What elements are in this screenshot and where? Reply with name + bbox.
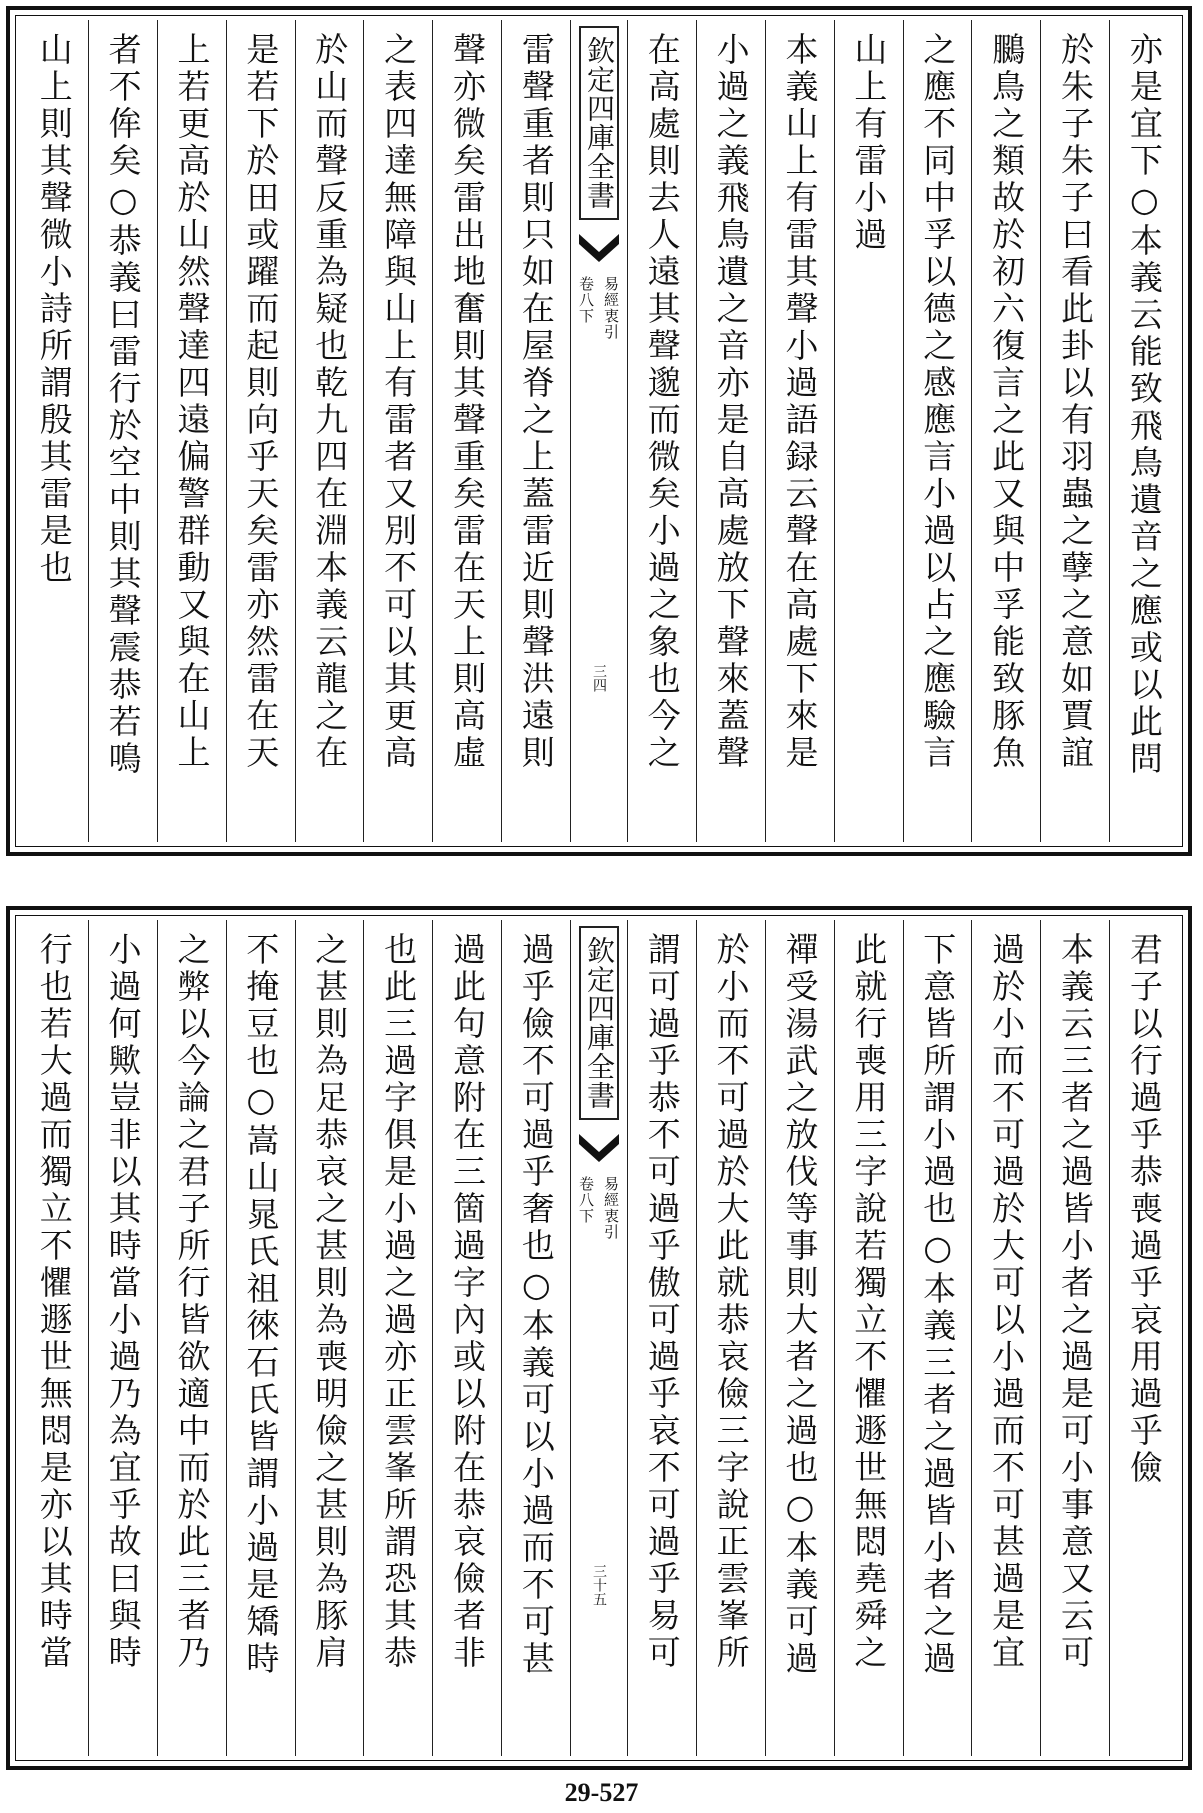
- text-column: 君子以行過乎恭喪過乎哀用過乎儉: [1109, 920, 1178, 1756]
- text-column: 於小而不可過於大此就恭哀儉三字說正雲峯所: [696, 920, 765, 1756]
- book-title: 欽定四庫全書: [579, 926, 619, 1120]
- text-column: 本義云三者之過皆小者之過是可小事意又云可: [1040, 920, 1109, 1756]
- volume-label: 卷八下: [577, 276, 595, 324]
- book-title: 欽定四庫全書: [579, 26, 619, 220]
- text-column: 亦是宜下○本義云能致飛鳥遺音之應或以此問: [1109, 20, 1178, 842]
- text-column: 之弊以今論之君子所行皆欲適中而於此三者乃: [157, 920, 226, 1756]
- text-column: 此就行喪用三字說若獨立不懼遯世無悶堯舜之: [834, 920, 903, 1756]
- fish-tail-icon: [577, 230, 621, 266]
- folio-number: 三四: [591, 664, 607, 692]
- text-column: 過乎儉不可過乎奢也○本義可以小過而不可甚: [501, 920, 570, 1756]
- book-name: 易經衷引: [602, 276, 620, 340]
- text-columns: [20, 20, 1178, 842]
- page-panel-bottom: [6, 906, 1192, 1770]
- text-column: 之應不同中孚以德之感應言小過以占之應驗言: [903, 20, 972, 842]
- text-column: 過此句意附在三箇過字內或以附在恭哀儉者非: [432, 920, 501, 1756]
- text-columns: [20, 920, 1178, 1756]
- text-column: 之甚則為足恭哀之甚則為喪明儉之甚則為豚肩: [295, 920, 364, 1756]
- text-column: 行也若大過而獨立不懼遯世無悶是亦以其時當: [34, 932, 74, 1672]
- text-column: 也此三過字俱是小過之過亦正雲峯所謂恐其恭: [363, 920, 432, 1756]
- text-column: 聲亦微矣雷出地奮則其聲重矣雷在天上則高虛: [432, 20, 501, 842]
- text-column: 於山而聲反重為疑也乾九四在淵本義云龍之在: [295, 20, 364, 842]
- text-column: 雷聲重者則只如在屋脊之上蓋雷近則聲洪遠則: [501, 20, 570, 842]
- text-column: 謂可過乎恭不可過乎傲可過乎哀不可過乎易可: [627, 920, 696, 1756]
- page-number: 29-527: [564, 1778, 639, 1807]
- text-column: 禪受湯武之放伐等事則大者之過也○本義可過: [765, 920, 834, 1756]
- text-column: 之表四達無障與山上有雷者又別不可以其更高: [363, 20, 432, 842]
- text-column: 上若更高於山然聲達四遠偏警群動又與在山上: [157, 20, 226, 842]
- text-column: 下意皆所謂小過也○本義三者之過皆小者之過: [903, 920, 972, 1756]
- book-name: 易經衷引: [602, 1176, 620, 1240]
- center-fold-header: [570, 920, 627, 1756]
- text-column: 過於小而不可過於大可以小過而不可甚過是宜: [971, 920, 1040, 1756]
- text-column: 於朱子朱子曰看此卦以有羽蟲之孽之意如賈誼: [1040, 20, 1109, 842]
- text-column: 鵩鳥之類故於初六復言之此又與中孚能致豚魚: [971, 20, 1040, 842]
- text-column: 小過何歟豈非以其時當小過乃為宜乎故曰與時: [88, 920, 157, 1756]
- text-column: 者不侔矣○恭義曰雷行於空中則其聲震恭若鳴: [88, 20, 157, 842]
- center-fold-header: [570, 20, 627, 842]
- text-column: 小過之義飛鳥遺之音亦是自高處放下聲來蓋聲: [696, 20, 765, 842]
- text-column: 山上則其聲微小詩所謂殷其雷是也: [34, 32, 74, 587]
- text-column: 不掩豆也○嵩山晁氏祖徠石氏皆謂小過是矯時: [226, 920, 295, 1756]
- book-meta: [576, 276, 622, 340]
- text-column: 在高處則去人遠其聲邈而微矣小過之象也今之: [627, 20, 696, 842]
- volume-label: 卷八下: [577, 1176, 595, 1224]
- text-column: 本義山上有雷其聲小過語録云聲在高處下來是: [765, 20, 834, 842]
- book-meta: [576, 1176, 622, 1240]
- folio-number: 三十五: [591, 1564, 607, 1606]
- fish-tail-icon: [577, 1130, 621, 1166]
- page-panel-top: [6, 6, 1192, 856]
- text-column: 是若下於田或躍而起則向乎天矣雷亦然雷在天: [226, 20, 295, 842]
- text-column: 山上有雷小過: [834, 20, 903, 842]
